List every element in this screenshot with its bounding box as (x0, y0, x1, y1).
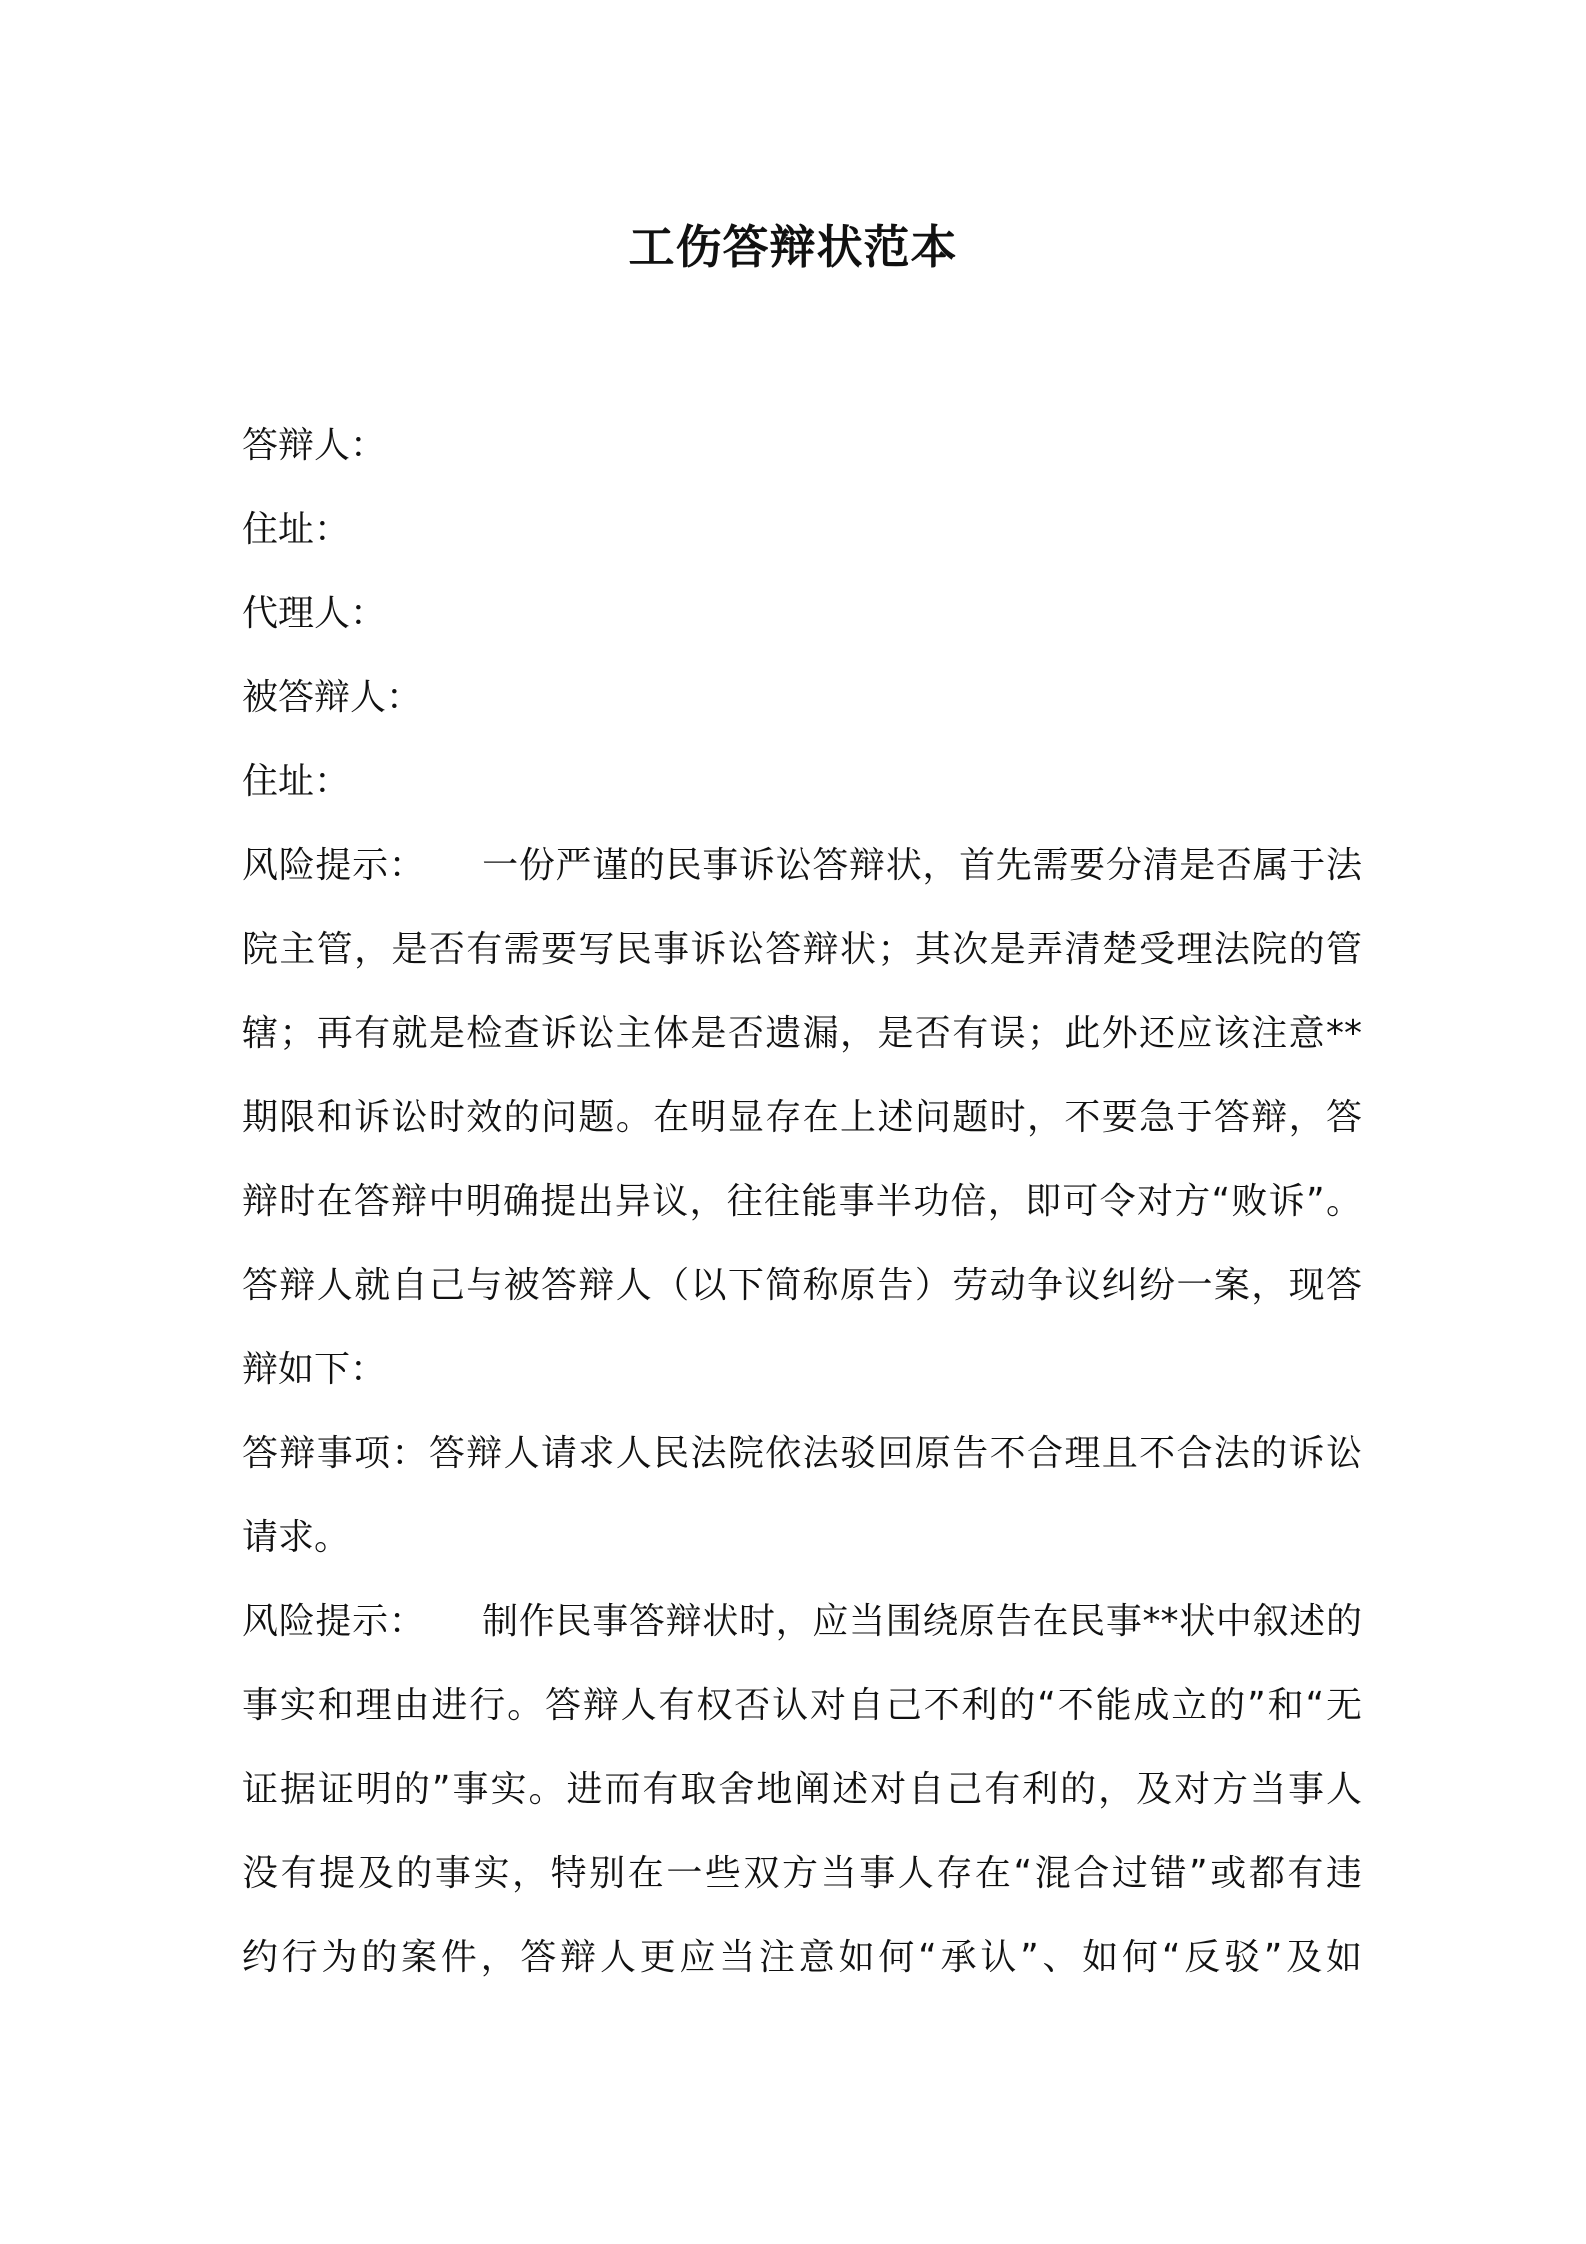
risk-tip-label: 风险提示： (242, 1601, 426, 1642)
line-text: 答辩人： (242, 425, 387, 466)
text-line-address (242, 488, 1362, 572)
line-text: 院主管，是否有需要写民事诉讼答辩状；其次是弄清楚受理法院的管 (242, 929, 1362, 970)
paragraph-line-defense-items (242, 1412, 1362, 1496)
line-text: 事实和理由进行。答辩人有权否认对自己不利的“不能成立的”和“无 (242, 1685, 1362, 1726)
line-text: 辩如下： (242, 1349, 387, 1390)
line-text: 没有提及的事实，特别在一些双方当事人存在“混合过错”或都有违 (242, 1853, 1362, 1894)
paragraph-line (242, 1244, 1362, 1328)
text-line-agent (242, 572, 1362, 656)
line-text: 住址： (242, 509, 351, 550)
text-line-plaintiff (242, 656, 1362, 740)
line-text: 答辩人就自己与被答辩人（以下简称原告）劳动争议纠纷一案，现答 (242, 1265, 1362, 1306)
line-text: 期限和诉讼时效的问题。在明显存在上述问题时，不要急于答辩，答 (242, 1097, 1362, 1138)
line-text: 请求。 (242, 1517, 351, 1558)
line-text: 被答辩人： (242, 677, 423, 718)
paragraph-line (242, 1832, 1362, 1916)
risk-tip-label: 风险提示： (242, 845, 426, 886)
document-title: 工伤答辩状范本 (628, 220, 958, 274)
paragraph-line (242, 1496, 1362, 1580)
line-text: 辩时在答辩中明确提出异议，往往能事半功倍，即可令对方“败诉”。 (242, 1181, 1362, 1222)
text-line-risk-tip-2 (242, 1580, 1362, 1664)
line-text: 住址： (242, 761, 351, 802)
paragraph-line (242, 908, 1362, 992)
paragraph-line (242, 1160, 1362, 1244)
line-text: 证据证明的”事实。进而有取舍地阐述对自己有利的，及对方当事人 (242, 1769, 1362, 1810)
text-line-risk-tip-1 (242, 824, 1362, 908)
paragraph-line (242, 1328, 1362, 1412)
line-text: 约行为的案件，答辩人更应当注意如何“承认”、如何“反驳”及如 (242, 1937, 1362, 1978)
paragraph-line (242, 992, 1362, 1076)
paragraph-line (242, 1076, 1362, 1160)
text-line-respondent (242, 404, 1362, 488)
text-line-plaintiff-address (242, 740, 1362, 824)
line-text: 答辩事项：答辩人请求人民法院依法驳回原告不合理且不合法的诉讼 (242, 1433, 1362, 1474)
paragraph-line (242, 1664, 1362, 1748)
paragraph-line (242, 1748, 1362, 1832)
line-text: 制作民事答辩状时，应当围绕原告在民事**状中叙述的 (481, 1601, 1362, 1642)
document-body (242, 404, 1362, 2000)
line-text: 一份严谨的民事诉讼答辩状，首先需要分清是否属于法 (481, 845, 1362, 886)
line-text: 辖；再有就是检查诉讼主体是否遗漏，是否有误；此外还应该注意** (242, 1013, 1362, 1054)
line-text: 代理人： (242, 593, 387, 634)
paragraph-line (242, 1916, 1362, 2000)
